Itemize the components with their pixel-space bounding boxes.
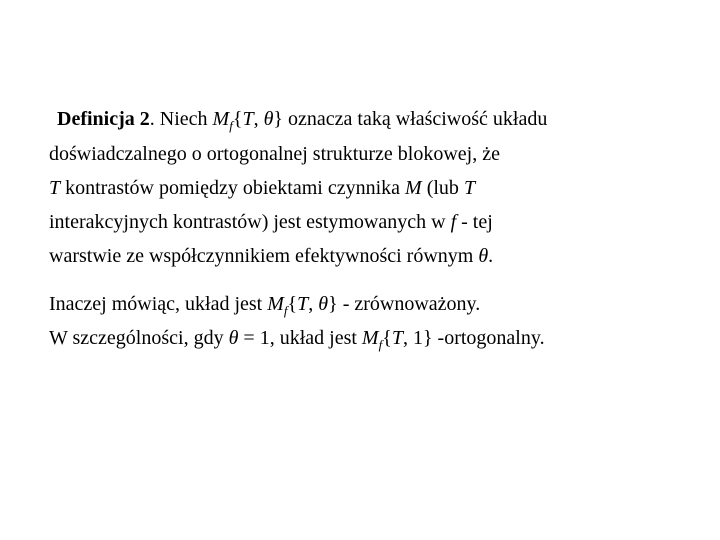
math-theta: θ <box>478 245 489 267</box>
text-fragment: warstwie ze współczynnikiem efektywności równym <box>49 245 479 267</box>
definition-line-3 <box>49 176 475 200</box>
text-fragment: doświadczalnego o ortogonalnej strukturze blokowej, że <box>49 143 500 165</box>
math-M: M <box>212 108 230 130</box>
math-brace-open: { <box>287 293 298 315</box>
text-fragment: . Niech <box>149 108 213 130</box>
math-theta: θ <box>228 327 239 349</box>
text-fragment: 1} -ortogonalny. <box>412 327 545 349</box>
math-brace-open: { <box>232 108 243 130</box>
text-fragment: - zrównoważony. <box>337 293 481 315</box>
definition-line-1 <box>57 107 547 131</box>
math-M: M <box>361 327 379 349</box>
math-T: T <box>391 327 403 349</box>
definition-label: Definicja 2 <box>57 108 150 130</box>
text-fragment: interakcyjnych kontrastów) jest estymowanych w <box>49 211 451 233</box>
math-brace-close: } <box>273 108 283 130</box>
math-subscript-f: f <box>378 337 383 352</box>
text-fragment: oznacza taką właściwość układu <box>283 108 548 130</box>
math-brace-open: { <box>382 327 392 349</box>
text-fragment: Inaczej mówiąc, układ jest <box>49 293 268 315</box>
math-subscript-f: f <box>283 303 288 318</box>
math-brace-close: } <box>328 293 338 315</box>
math-period: . <box>488 245 494 267</box>
math-comma: , <box>253 108 264 130</box>
math-f: f <box>450 211 457 233</box>
text-fragment: = 1, układ jest <box>238 327 362 349</box>
text-fragment: W szczególności, gdy <box>49 327 229 349</box>
math-T: T <box>463 177 476 199</box>
text-fragment: kontrastów pomiędzy obiektami czynnika <box>60 177 406 199</box>
definition-line-5 <box>49 244 493 268</box>
definition-line-2 <box>49 142 500 166</box>
text-fragment: (lub <box>421 177 464 199</box>
definition-line-4 <box>49 210 493 234</box>
math-T: T <box>242 108 254 130</box>
math-theta: θ <box>263 108 274 130</box>
math-comma: , <box>402 327 413 349</box>
math-T: T <box>49 177 61 199</box>
math-theta: θ <box>318 293 329 315</box>
math-M: M <box>405 177 422 199</box>
remark-line-1 <box>49 292 480 316</box>
text-fragment: - tej <box>456 211 493 233</box>
math-subscript-f: f <box>229 118 233 133</box>
math-T: T <box>297 293 309 315</box>
math-comma: , <box>308 293 319 315</box>
math-M: M <box>267 293 284 315</box>
remark-line-2 <box>49 326 545 350</box>
